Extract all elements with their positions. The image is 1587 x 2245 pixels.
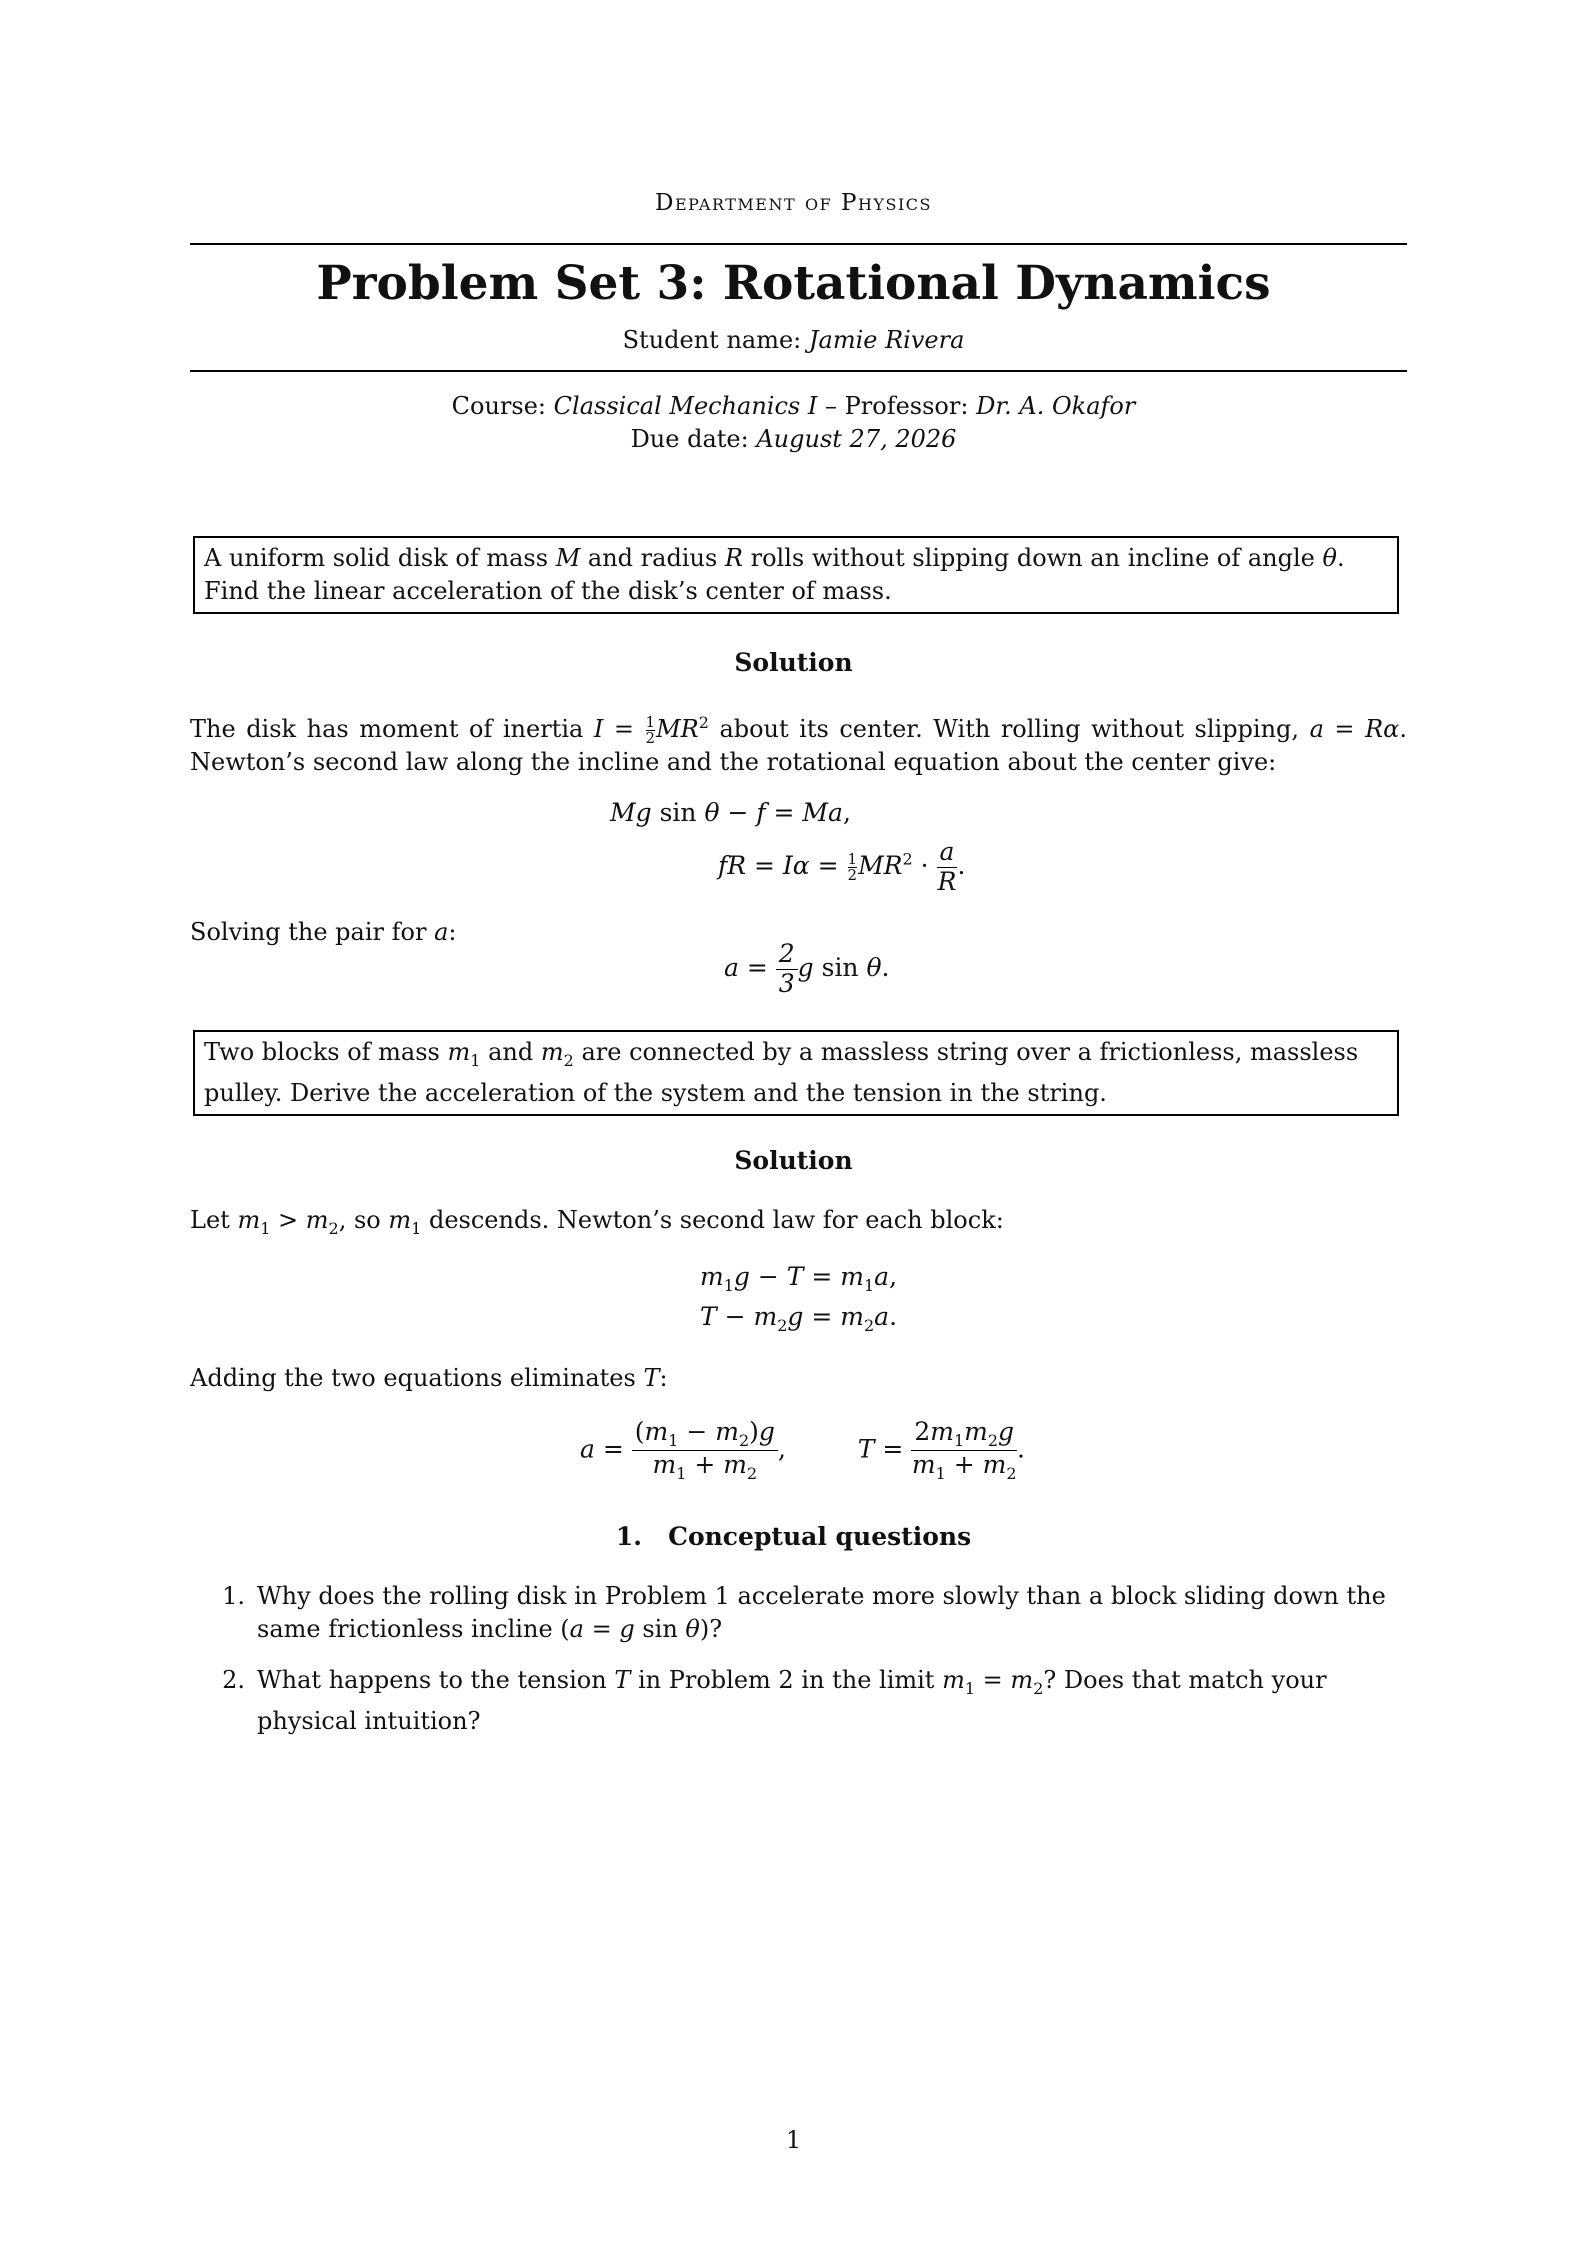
p2-text-a: Two blocks of mass bbox=[204, 1038, 440, 1066]
question-number: 2. bbox=[222, 1666, 245, 1694]
equation-atwood-results: a = $\frac{(m_1 - m_2)g}{m_1 + m_2}$ , T = $\frac{2m_1m_2g}{m_1 + m_2}$ . bbox=[580, 1417, 1025, 1484]
problem-1-solution-text: The disk has moment of inertia I = $\frac{1}{2}$ $MR^2$ about its center. With rolling without slipping, a = Rα. Newton’s second law along the incline and the rotational equation about the center give: bbox=[190, 713, 1407, 776]
top-rule bbox=[190, 243, 1407, 245]
department-header: Department of Physics bbox=[655, 190, 932, 216]
p2-sol-text-a: Let bbox=[190, 1206, 230, 1234]
adding-text-line: Adding the two equations eliminates T: bbox=[190, 1364, 668, 1392]
conceptual-question-list bbox=[215, 1580, 1407, 1756]
due-label: Due date: bbox=[630, 425, 749, 453]
problem-1-statement: A uniform solid disk of mass M and radius R rolls without slipping down an incline of angle θ. Find the linear acceleration of the disk’s center of mass. bbox=[193, 536, 1399, 614]
p2-sol-text-b: , so bbox=[338, 1206, 381, 1234]
list-item: 1. Why does the rolling disk in Problem 1 accelerate more slowly than a block sliding down the same frictionless incline (a = g sin θ)? bbox=[215, 1580, 1407, 1646]
equation-block-1: $m_1g - T = m_1a$, bbox=[700, 1262, 898, 1295]
course-line bbox=[0, 392, 1587, 420]
p2-text-c: are connected by a massless string over a frictionless, massless pulley. Derive the acceleration of the system and the tension in the string. bbox=[204, 1038, 1359, 1107]
student-label: Student name: bbox=[622, 326, 802, 354]
course-label: Course: bbox=[451, 392, 547, 420]
question-2-text-b: in Problem 2 in the limit bbox=[637, 1666, 935, 1694]
question-1-text-b: )? bbox=[699, 1615, 723, 1643]
p2-adding-text: Adding the two equations eliminates bbox=[190, 1364, 636, 1392]
problem-2-solution-text: Let $m_1 > m_2$, so $m_1$ descends. Newton’s second law for each block: bbox=[190, 1206, 1004, 1238]
professor-label: Professor: bbox=[844, 392, 969, 420]
conceptual-section-heading bbox=[0, 1522, 1587, 1551]
p1-sol-text-a: The disk has moment of inertia bbox=[190, 715, 584, 743]
p2-sol-text-c: descends. Newton’s second law for each block: bbox=[428, 1206, 1004, 1234]
due-date: August 27, 2026 bbox=[756, 425, 957, 453]
student-name: Jamie Rivera bbox=[808, 326, 965, 354]
equation-block-2: $T - m_2g = m_2a$. bbox=[700, 1302, 898, 1335]
equation-disk-acceleration: a = $\frac{2}{3}$ g sin θ. bbox=[724, 939, 890, 998]
professor-name: Dr. A. Okafor bbox=[976, 392, 1136, 420]
question-1-text-a: Why does the rolling disk in Problem 1 accelerate more slowly than a block sliding down the same frictionless incline ( bbox=[257, 1582, 1386, 1643]
solving-text-line: Solving the pair for a: bbox=[190, 918, 457, 946]
student-line bbox=[0, 326, 1587, 354]
problem-1-solution-heading: Solution bbox=[734, 648, 853, 677]
question-2-text-a: What happens to the tension bbox=[257, 1666, 607, 1694]
question-2-text-c: ? Does that match your physical intuition? bbox=[257, 1666, 1327, 1735]
p1-solving-text: Solving the pair for bbox=[190, 918, 427, 946]
problem-2-statement: Two blocks of mass $m_1$ and $m_2$ are connected by a massless string over a frictionless, massless pulley. Derive the acceleration of the system and the tension in the string. bbox=[193, 1030, 1399, 1116]
course-name: Classical Mechanics I bbox=[553, 392, 818, 420]
problem-2-solution-heading: Solution bbox=[734, 1146, 853, 1175]
equation-torque: fR = Iα = $\frac{1}{2}$ $MR^2$ · $\frac{a}{R}$ . bbox=[718, 837, 966, 896]
p1-sol-text-b: about its center. With rolling without slipping, bbox=[719, 715, 1300, 743]
page-title: Problem Set 3: Rotational Dynamics bbox=[316, 256, 1271, 311]
page-number: 1 bbox=[785, 2126, 802, 2154]
p1-text-a: A uniform solid disk of mass bbox=[204, 544, 549, 572]
list-item: 2. What happens to the tension T in Problem 2 in the limit $m_1 = m_2$? Does that match your physical intuition? bbox=[215, 1664, 1407, 1738]
p1-text-b: and radius bbox=[587, 544, 718, 572]
section-title: Conceptual questions bbox=[668, 1522, 972, 1551]
equation-newton-incline: Mg sin θ − f = Ma, bbox=[610, 798, 851, 827]
bottom-rule bbox=[190, 370, 1407, 372]
section-number: 1. bbox=[615, 1522, 642, 1551]
course-separator: – bbox=[825, 392, 837, 420]
question-number: 1. bbox=[222, 1582, 245, 1610]
due-line bbox=[0, 425, 1587, 453]
p2-text-b: and bbox=[488, 1038, 534, 1066]
p1-text-c: rolls without slipping down an incline of angle bbox=[750, 544, 1315, 572]
p1-sol-text-c: Newton’s second law along the incline and the rotational equation about the center give: bbox=[190, 748, 1277, 776]
p1-text-d: . Find the linear acceleration of the disk’s center of mass. bbox=[204, 544, 1345, 605]
